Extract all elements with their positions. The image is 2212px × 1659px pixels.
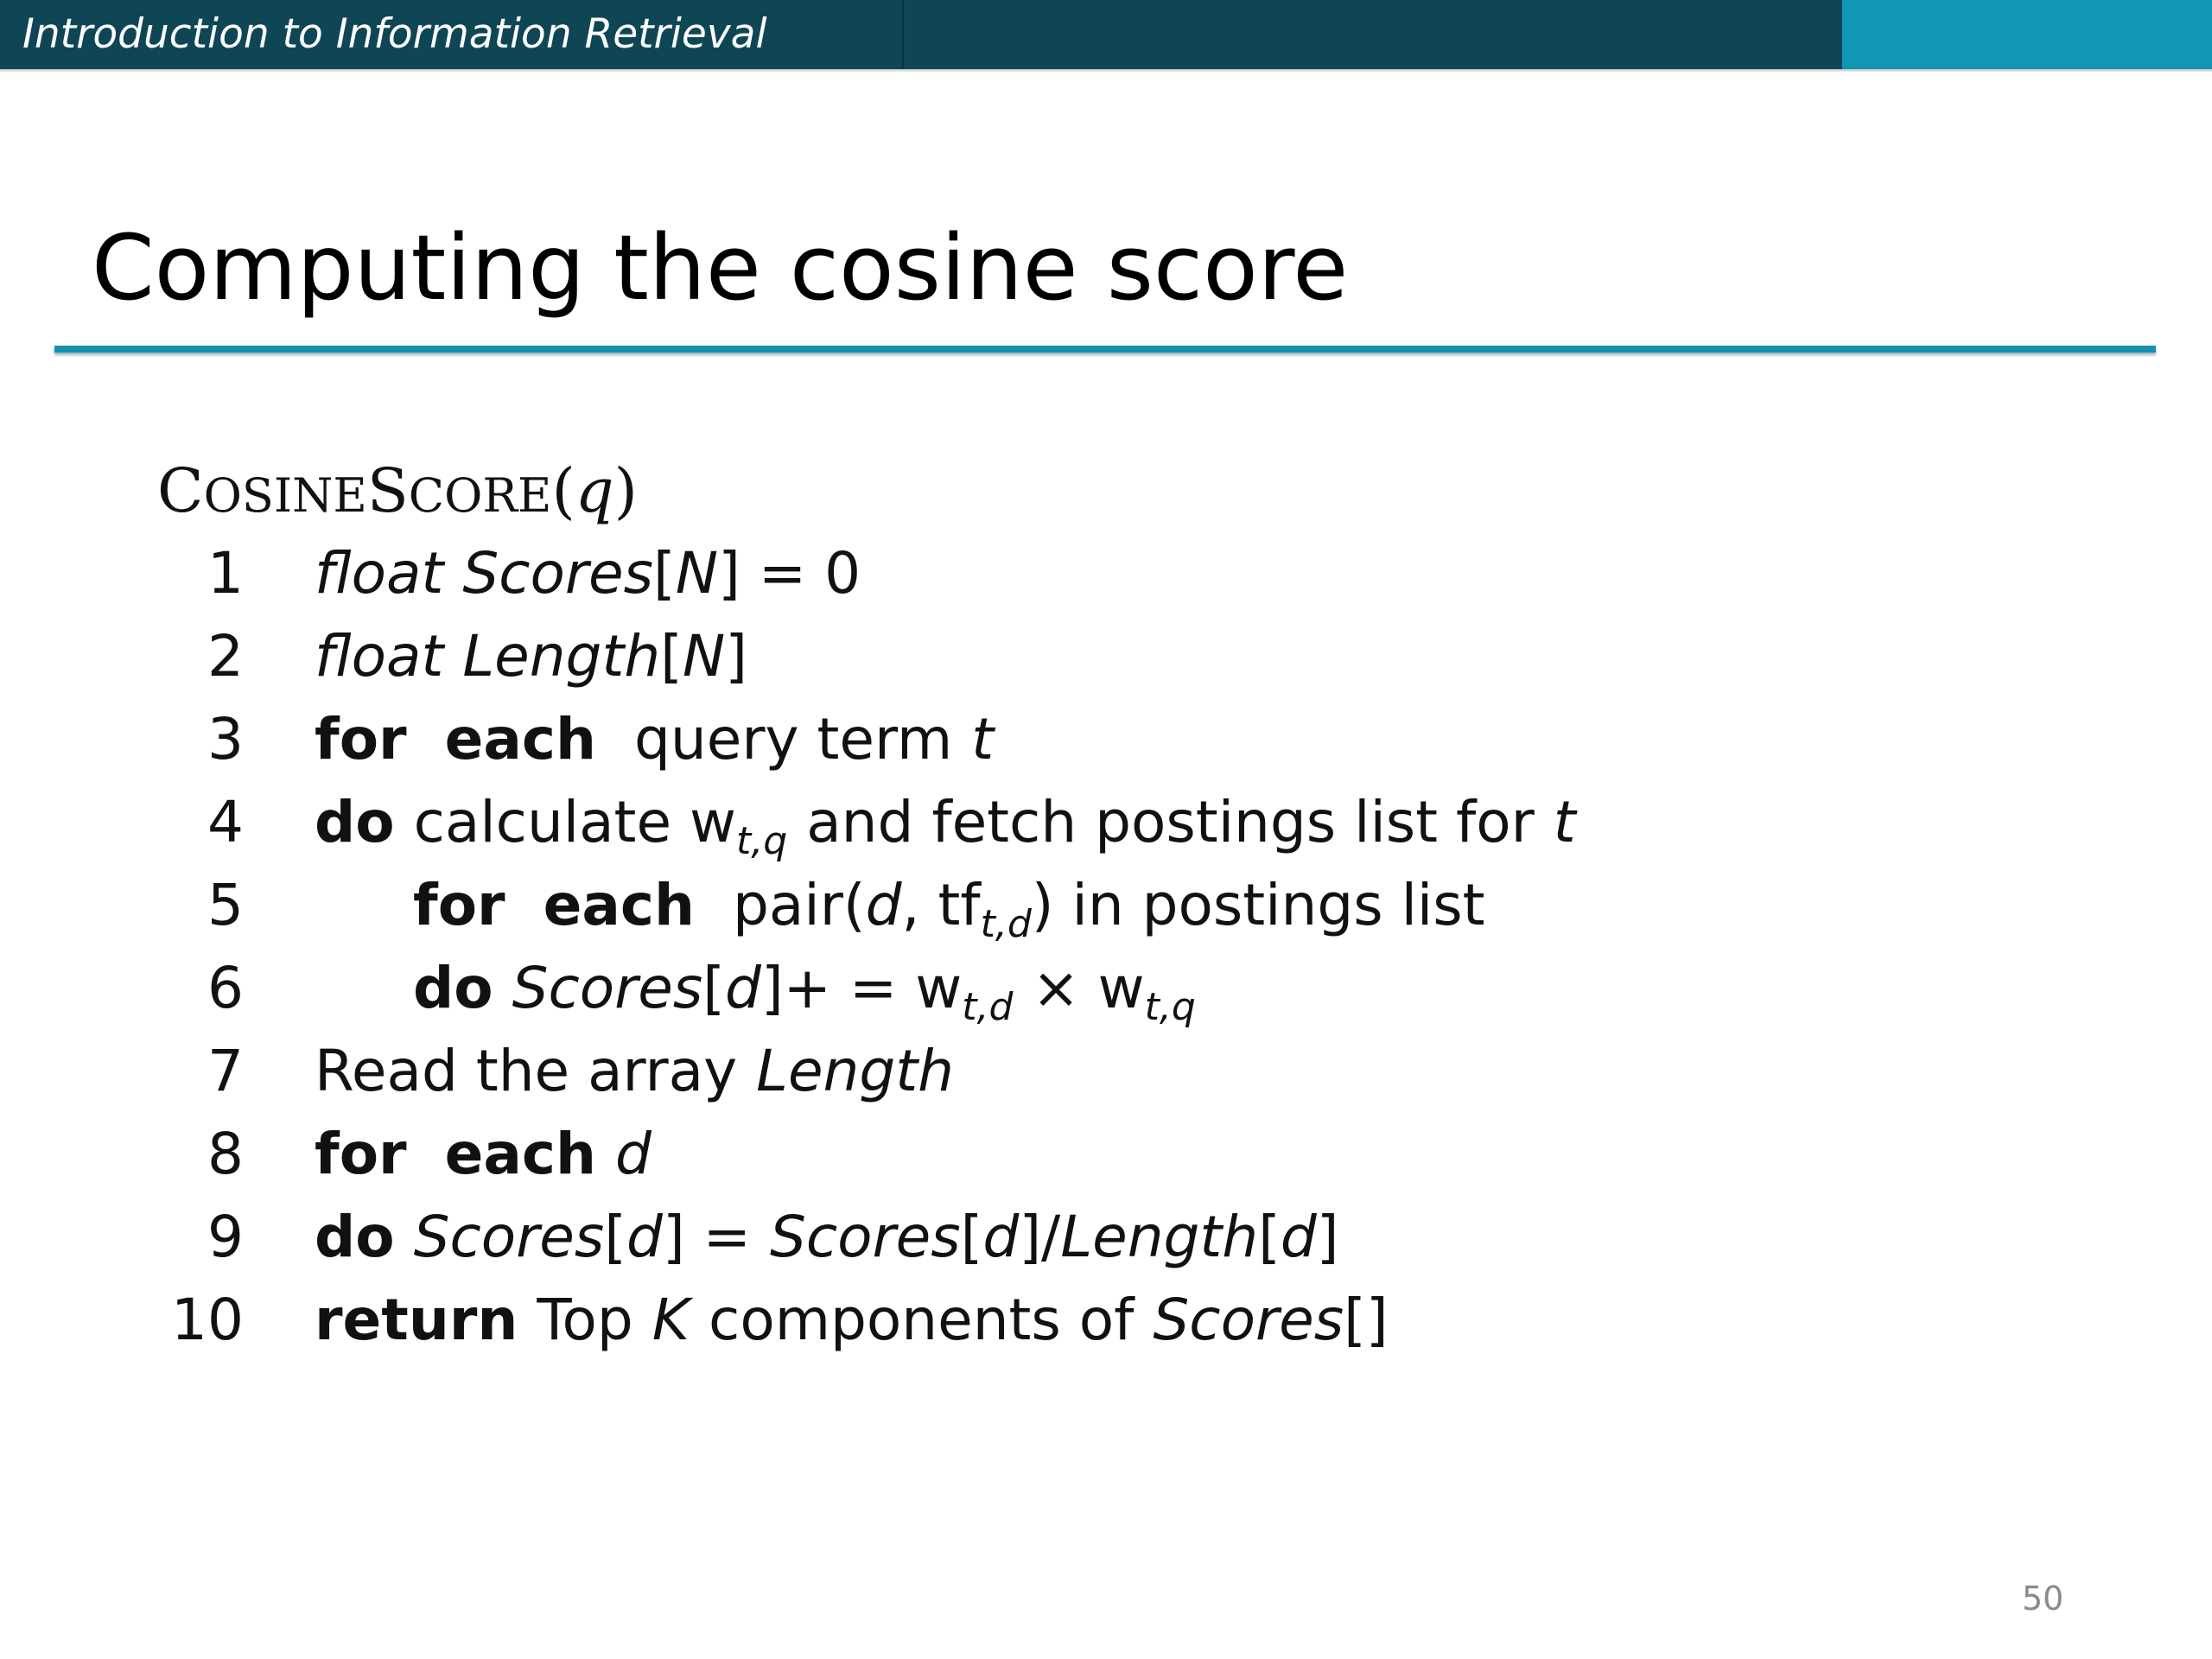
- token: ]: [725, 623, 748, 690]
- keyword: for: [315, 1121, 407, 1187]
- code-line: [315, 1279, 1389, 1362]
- param-close: ): [613, 455, 638, 526]
- token: pair(: [733, 872, 866, 938]
- token: calculate w: [413, 789, 737, 855]
- keyword: return: [315, 1287, 518, 1353]
- algorithm-name-part: CORE: [408, 468, 552, 523]
- token: float: [315, 540, 444, 607]
- code-line: [315, 615, 747, 698]
- token: Scores: [512, 955, 703, 1021]
- param-open: (: [551, 455, 575, 526]
- line-number: 1: [207, 540, 244, 607]
- line-number: 6: [207, 955, 244, 1021]
- algorithm-name: [157, 449, 638, 532]
- algorithm-name-part: OSINE: [203, 468, 367, 523]
- line-number: 8: [207, 1121, 244, 1187]
- token: ] = 0: [718, 540, 861, 607]
- line-number: 5: [207, 872, 244, 938]
- token: Scores: [769, 1204, 961, 1270]
- code-line: [315, 532, 861, 615]
- token: []: [1344, 1287, 1389, 1353]
- line-number: 2: [207, 623, 244, 690]
- token: [: [660, 623, 683, 690]
- keyword: do: [315, 789, 395, 855]
- token: Length: [1060, 1204, 1259, 1270]
- token: d: [626, 1204, 663, 1270]
- token: [: [960, 1204, 983, 1270]
- code-line: [315, 1030, 954, 1113]
- token: ]/: [1019, 1204, 1061, 1270]
- token: N: [675, 540, 719, 607]
- token: Length: [756, 1038, 954, 1104]
- token: t: [971, 706, 995, 772]
- line-number: 7: [207, 1038, 244, 1104]
- slide-title: Computing the cosine score: [92, 215, 1349, 321]
- subscript: t,q: [1144, 985, 1196, 1029]
- token: d: [865, 872, 902, 938]
- line-number: 10: [171, 1287, 244, 1353]
- algorithm-name-part: S: [366, 455, 409, 526]
- code-line: [315, 1113, 652, 1196]
- token: ] =: [662, 1204, 751, 1270]
- token: Scores: [462, 540, 654, 607]
- course-title: Introduction to Information Retrieval: [22, 10, 767, 58]
- token: [: [1258, 1204, 1281, 1270]
- keyword: each: [444, 706, 597, 772]
- code-line: [413, 947, 1196, 1030]
- token: and fetch postings list for: [806, 789, 1535, 855]
- code-line: [315, 1196, 1339, 1279]
- keyword: each: [543, 872, 696, 938]
- token: Scores: [1153, 1287, 1344, 1353]
- keyword: do: [315, 1204, 395, 1270]
- token: ]+ = w: [760, 955, 963, 1021]
- token: ) in postings list: [1031, 872, 1485, 938]
- keyword: for: [315, 706, 407, 772]
- keyword: each: [444, 1121, 597, 1187]
- token: [: [653, 540, 676, 607]
- token: [: [604, 1204, 627, 1270]
- token: d: [725, 955, 761, 1021]
- token: Length: [462, 623, 661, 690]
- token: ]: [1316, 1204, 1339, 1270]
- token: d: [615, 1121, 652, 1187]
- keyword: for: [413, 872, 505, 938]
- subscript: t,q: [736, 819, 788, 863]
- page-number: 50: [2022, 1580, 2064, 1618]
- token: Top: [537, 1287, 633, 1353]
- token: t: [1553, 789, 1576, 855]
- token: float: [315, 623, 444, 690]
- keyword: do: [413, 955, 493, 1021]
- code-line: [315, 781, 1576, 864]
- line-number: 3: [207, 706, 244, 772]
- token: [: [702, 955, 726, 1021]
- subscript: t,d: [980, 902, 1032, 946]
- token: K: [652, 1287, 690, 1353]
- token: components of: [709, 1287, 1135, 1353]
- token: d: [982, 1204, 1020, 1270]
- token: , tf: [901, 872, 981, 938]
- token: Read the array: [315, 1038, 738, 1104]
- token: N: [682, 623, 726, 690]
- line-number: 9: [207, 1204, 244, 1270]
- token: Scores: [413, 1204, 605, 1270]
- algorithm-name-part: C: [157, 455, 204, 526]
- token: d: [1280, 1204, 1317, 1270]
- param: q: [575, 455, 614, 526]
- code-line: [315, 698, 994, 781]
- subscript: t,d: [962, 985, 1014, 1029]
- token: query term: [634, 706, 953, 772]
- code-line: [413, 864, 1485, 947]
- line-number: 4: [207, 789, 244, 855]
- token: × w: [1032, 955, 1145, 1021]
